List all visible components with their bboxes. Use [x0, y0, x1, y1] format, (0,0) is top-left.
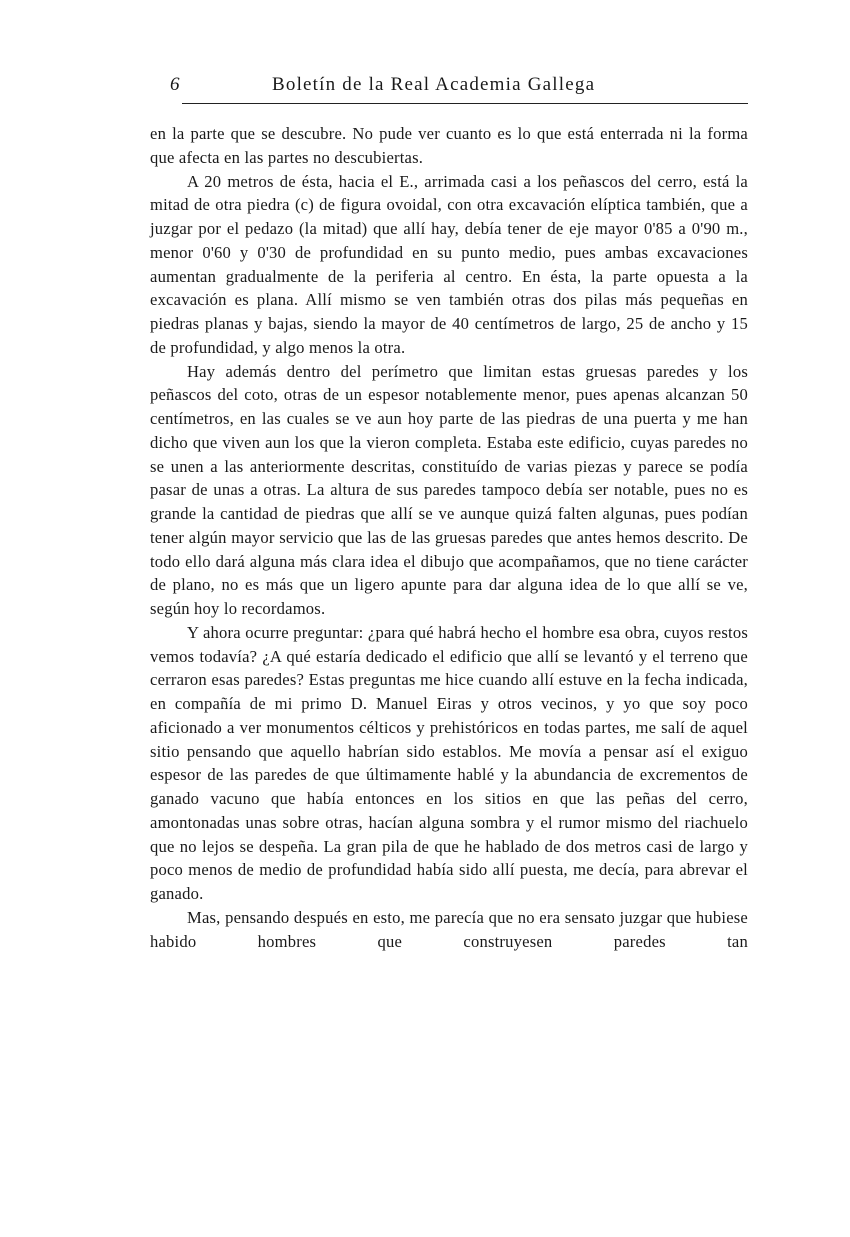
paragraph: Mas, pensando después en esto, me parecía que no era sensato juzgar que hubiese habido hombres que construyesen paredes tan — [150, 907, 748, 951]
paragraph-continuation: en la parte que se descubre. No pude ver cuanto es lo que está enterrada ni la forma que afecta en las partes no descubiertas. — [150, 124, 748, 167]
page-number: 6 — [170, 74, 180, 95]
running-title: Boletín de la Real Academia Gallega — [272, 74, 596, 95]
page-header — [160, 72, 748, 102]
paragraph: Hay además dentro del perímetro que limitan estas gruesas paredes y los peñascos del coto, otras de un espesor notablemente menor, pues apenas alcanzan 50 centímetros, en las cuales se ve aun hoy parte de las piedras de una puerta y me han dicho que viven aun los que la vieron completa. Estaba este edificio, cuyas paredes no se unen a las anteriormente descritas, constituído de varias piezas y parece se podía pasar de unas a otras. La altura de sus paredes tampoco debía ser notable, pues no es grande la cantidad de piedras que allí se ve aunque quizá falten algunas, pues podían tener algún mayor servicio que las de las gruesas paredes que antes hemos descrito. De todo ello dará alguna más clara idea el dibujo que acompañamos, que no tiene carácter de plano, no es más que un ligero apunte para dar alguna idea de lo que allí se ve, según hoy lo recordamos. — [150, 361, 748, 618]
header-rule — [182, 103, 748, 104]
paragraph: A 20 metros de ésta, hacia el E., arrimada casi a los peñascos del cerro, está la mitad de otra piedra (c) de figura ovoidal, con otra excavación elíptica también, que a juzgar por el pedazo (la mitad) que allí hay, debía tener de eje mayor 0'85 a 0'90 m., menor 0'60 y 0'30 de profundidad en su punto medio, pues ambas excavaciones aumentan gradualmente de la periferia al centro. En ésta, la parte opuesta a la excavación es plana. Allí mismo se ven también otras dos pilas más pequeñas en piedras planas y bajas, siendo la mayor de 40 centímetros de largo, 25 de ancho y 15 de profundidad, y algo menos la otra. — [150, 171, 748, 357]
paragraph: Y ahora ocurre preguntar: ¿para qué habrá hecho el hombre esa obra, cuyos restos vemos todavía? ¿A qué estaría dedicado el edificio que allí se levantó y el terreno que cerraron esas paredes? Estas preguntas me hice cuando allí estuve en la fecha indicada, en compañía de mi primo D. Manuel Eiras y otros vecinos, y yo que soy poco aficionado a ver monumentos célticos y prehistóricos en todas partes, me salí de aquel sitio pensando que aquello habrían sido establos. Me movía a pensar así el exiguo espesor de las paredes de que últimamente hablé y la abundancia de excrementos de ganado vacuno que había entonces en los sitios en que las peñas del cerro, amontonadas unas sobre otras, hacían alguna sombra y el rumor mismo del riachuelo que no lejos se despeña. La gran pila de que he hablado de dos metros casi de largo y poco menos de medio de profundidad había sido allí puesta, me decía, para abrevar el ganado. — [150, 622, 748, 903]
body-text — [150, 122, 748, 953]
